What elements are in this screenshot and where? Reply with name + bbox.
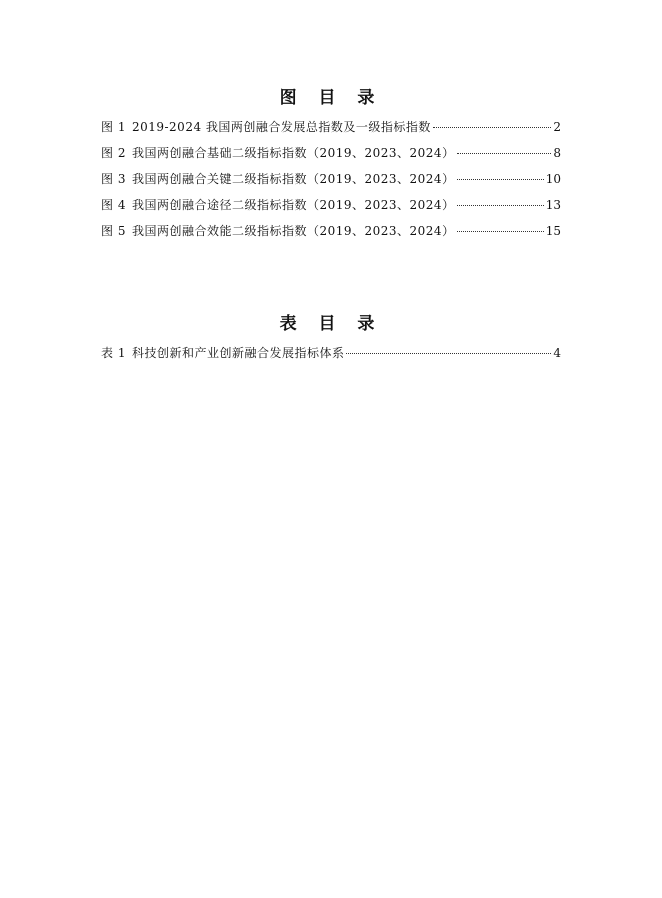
toc-entry-caption: 我国两创融合基础二级指标指数（2019、2023、2024）	[131, 146, 455, 160]
toc-entry-table-1[interactable]	[101, 344, 561, 370]
toc-entry-figure-5[interactable]	[101, 222, 561, 248]
toc-entry-figure-3[interactable]	[101, 170, 561, 196]
toc-entry-caption: 我国两创融合关键二级指标指数（2019、2023、2024）	[131, 172, 455, 186]
toc-entry-label: 图 5	[101, 224, 126, 238]
toc-entry-figure-4[interactable]	[101, 196, 561, 222]
toc-entry-page: 2	[553, 120, 561, 134]
toc-entry-caption: 我国两创融合途径二级指标指数（2019、2023、2024）	[131, 198, 455, 212]
toc-entry-label: 图 3	[101, 172, 126, 186]
toc-entry-page: 4	[553, 346, 561, 360]
toc-entry-figure-2[interactable]	[101, 144, 561, 170]
toc-entry-label: 图 2	[101, 146, 126, 160]
toc-entry-page: 15	[545, 224, 561, 238]
tables-toc-list	[101, 344, 561, 370]
tables-toc-title: 表 目 录	[279, 314, 383, 334]
toc-entry-page: 10	[545, 172, 561, 186]
toc-entry-figure-1[interactable]	[101, 118, 561, 144]
toc-entry-caption: 我国两创融合效能二级指标指数（2019、2023、2024）	[131, 224, 455, 238]
toc-entry-page: 8	[553, 146, 561, 160]
figures-toc-list	[101, 118, 561, 248]
toc-dot-leader	[346, 353, 551, 354]
toc-entry-caption: 2019-2024 我国两创融合发展总指数及一级指标指数	[131, 120, 431, 134]
toc-dot-leader	[457, 153, 552, 154]
toc-entry-label: 图 1	[101, 120, 126, 134]
toc-dot-leader	[457, 179, 544, 180]
toc-entry-label: 表 1	[101, 346, 126, 360]
toc-dot-leader	[433, 127, 551, 128]
toc-entry-page: 13	[545, 198, 561, 212]
toc-dot-leader	[457, 205, 544, 206]
figures-toc-title: 图 目 录	[279, 88, 383, 108]
toc-entry-label: 图 4	[101, 198, 126, 212]
toc-dot-leader	[457, 231, 544, 232]
toc-entry-caption: 科技创新和产业创新融合发展指标体系	[131, 346, 345, 360]
